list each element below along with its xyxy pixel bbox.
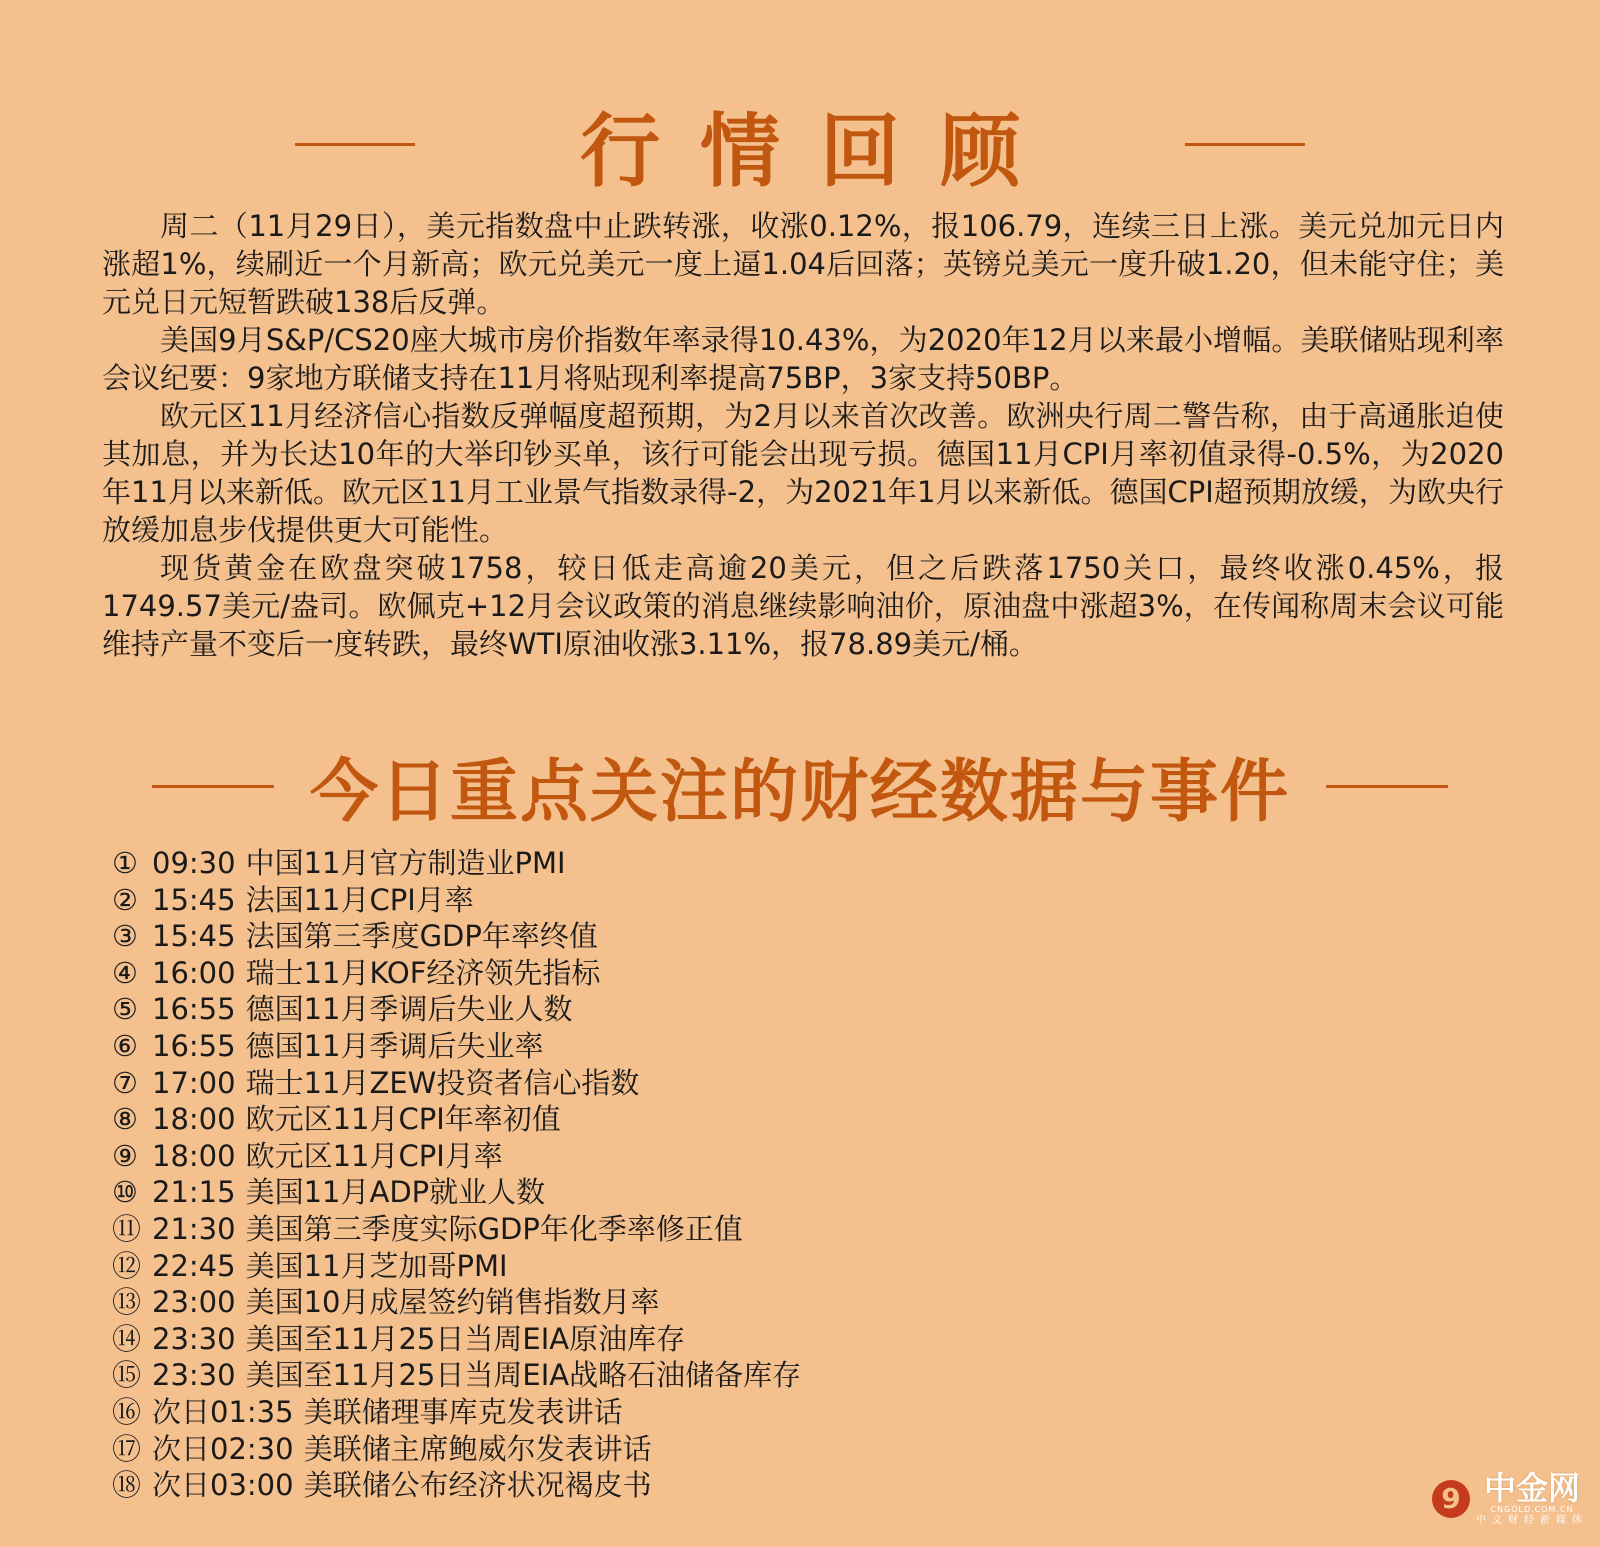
- event-item: [112, 991, 801, 1028]
- event-time: 21:15: [152, 1175, 236, 1210]
- event-item: [112, 1211, 801, 1248]
- event-number: ⑨: [112, 1138, 138, 1173]
- event-text: 欧元区11月CPI年率初值: [245, 1102, 561, 1137]
- event-time: 17:00: [152, 1065, 236, 1100]
- header-line-right: [1326, 785, 1448, 788]
- logo-slogan: 中文财经新媒体: [1476, 1515, 1588, 1526]
- event-item: [112, 1321, 801, 1358]
- event-number: ⑱: [112, 1468, 142, 1503]
- logo-name: 中金网: [1483, 1469, 1580, 1507]
- event-text: 美国10月成屋签约销售指数月率: [245, 1285, 660, 1320]
- event-item: [112, 1065, 801, 1102]
- event-number: ②: [112, 882, 138, 917]
- event-number: ⑬: [112, 1285, 142, 1320]
- review-paragraph: 欧元区11月经济信心指数反弹幅度超预期，为2月以来首次改善。欧洲央行周二警告称，由于高通胀迫使其加息，并为长达10年的大举印钞买单，该行可能会出现亏损。德国11月CPI月率初值录得-0.5%，为2020年11月以来新低。欧元区11月工业景气指数录得-2，为2021年1月以来新低。德国CPI超预期放缓，为欧央行放缓加息步伐提供更大可能性。: [102, 399, 1504, 547]
- event-number: ⑭: [112, 1321, 142, 1356]
- event-number: ④: [112, 955, 138, 990]
- logo-text: [1476, 1471, 1588, 1527]
- logo-icon: 9: [1432, 1480, 1470, 1518]
- event-text: 瑞士11月KOF经济领先指标: [245, 955, 601, 990]
- event-text: 美国11月ADP就业人数: [245, 1175, 546, 1210]
- event-text: 法国第三季度GDP年率终值: [245, 919, 598, 954]
- review-paragraph: 现货黄金在欧盘突破1758，较日低走高逾20美元，但之后跌落1750关口，最终收涨0.45%，报1749.57美元/盎司。欧佩克+12月会议政策的消息继续影响油价，原油盘中涨超3%，在传闻称周末会议可能维持产量不变后一度转跌，最终WTI原油收涨3.11%，报78.89美元/桶。: [102, 551, 1504, 661]
- event-text: 美国至11月25日当周EIA战略石油储备库存: [245, 1358, 802, 1393]
- event-number: ⑧: [112, 1102, 138, 1137]
- event-item: [112, 1248, 801, 1285]
- event-text: 美国第三季度实际GDP年化季率修正值: [245, 1211, 743, 1246]
- header-line-left: [295, 143, 415, 146]
- event-number: ⑯: [112, 1394, 142, 1429]
- event-number: ⑫: [112, 1248, 142, 1283]
- logo-domain: CNGOLD.COM.CN: [1490, 1505, 1574, 1514]
- event-number: ⑩: [112, 1175, 138, 1210]
- event-time: 16:55: [152, 1028, 236, 1063]
- review-paragraph: 周二（11月29日），美元指数盘中止跌转涨，收涨0.12%，报106.79，连续三日上涨。美元兑加元日内涨超1%，续刷近一个月新高；欧元兑美元一度上逼1.04后回落；英镑兑美元一度升破1.20，但未能守住；美元兑日元短暂跌破138后反弹。: [102, 209, 1504, 319]
- review-body: [102, 207, 1504, 663]
- event-text: 美联储公布经济状况褐皮书: [303, 1468, 652, 1503]
- header-line-left: [152, 785, 274, 788]
- event-item: [112, 955, 801, 992]
- event-time: 16:55: [152, 992, 236, 1027]
- event-time: 23:30: [152, 1358, 236, 1393]
- event-time: 次日01:35: [152, 1394, 294, 1429]
- event-text: 美国至11月25日当周EIA原油库存: [245, 1321, 686, 1356]
- event-item: [112, 882, 801, 919]
- event-text: 德国11月季调后失业率: [245, 1028, 544, 1063]
- review-paragraph: 美国9月S&P/CS20座大城市房价指数年率录得10.43%，为2020年12月以来最小增幅。美联储贴现利率会议纪要：9家地方联储支持在11月将贴现利率提高75BP，3家支持50BP。: [102, 323, 1504, 395]
- event-time: 18:00: [152, 1102, 236, 1137]
- event-number: ③: [112, 919, 138, 954]
- event-item: [112, 1138, 801, 1175]
- event-item: [112, 1467, 801, 1504]
- event-text: 欧元区11月CPI月率: [245, 1138, 503, 1173]
- event-time: 15:45: [152, 882, 236, 917]
- review-title: 行情回顾: [580, 104, 1060, 198]
- events-title: 今日重点关注的财经数据与事件: [309, 752, 1290, 832]
- brand-logo: [1432, 1471, 1588, 1527]
- event-time: 23:30: [152, 1321, 236, 1356]
- event-time: 09:30: [152, 846, 236, 880]
- event-time: 18:00: [152, 1138, 236, 1173]
- events-list: [112, 845, 801, 1504]
- event-item: [112, 1174, 801, 1211]
- event-text: 瑞士11月ZEW投资者信心指数: [245, 1065, 640, 1100]
- event-text: 美联储主席鲍威尔发表讲话: [303, 1431, 652, 1466]
- event-number: ⑤: [112, 992, 138, 1027]
- event-text: 美联储理事库克发表讲话: [303, 1394, 623, 1429]
- event-number: ⑥: [112, 1028, 138, 1063]
- event-text: 法国11月CPI月率: [245, 882, 474, 917]
- event-item: [112, 1028, 801, 1065]
- events-header: [0, 738, 1600, 834]
- event-item: [112, 1431, 801, 1468]
- event-time: 次日03:00: [152, 1468, 294, 1503]
- event-item: [112, 918, 801, 955]
- event-number: ⑦: [112, 1065, 138, 1100]
- event-item: [112, 845, 801, 882]
- event-item: [112, 1284, 801, 1321]
- event-item: [112, 1101, 801, 1138]
- event-time: 16:00: [152, 955, 236, 990]
- event-number: ①: [112, 846, 138, 880]
- event-number: ⑮: [112, 1358, 142, 1393]
- event-text: 中国11月官方制造业PMI: [245, 846, 566, 880]
- event-item: [112, 1357, 801, 1394]
- event-time: 15:45: [152, 919, 236, 954]
- event-time: 次日02:30: [152, 1431, 294, 1466]
- event-text: 美国11月芝加哥PMI: [245, 1248, 508, 1283]
- event-text: 德国11月季调后失业人数: [245, 992, 573, 1027]
- event-number: ⑰: [112, 1431, 142, 1466]
- event-time: 23:00: [152, 1285, 236, 1320]
- event-time: 22:45: [152, 1248, 236, 1283]
- event-time: 21:30: [152, 1211, 236, 1246]
- header-line-right: [1185, 143, 1305, 146]
- review-header: [0, 96, 1600, 198]
- event-number: ⑪: [112, 1211, 142, 1246]
- event-item: [112, 1394, 801, 1431]
